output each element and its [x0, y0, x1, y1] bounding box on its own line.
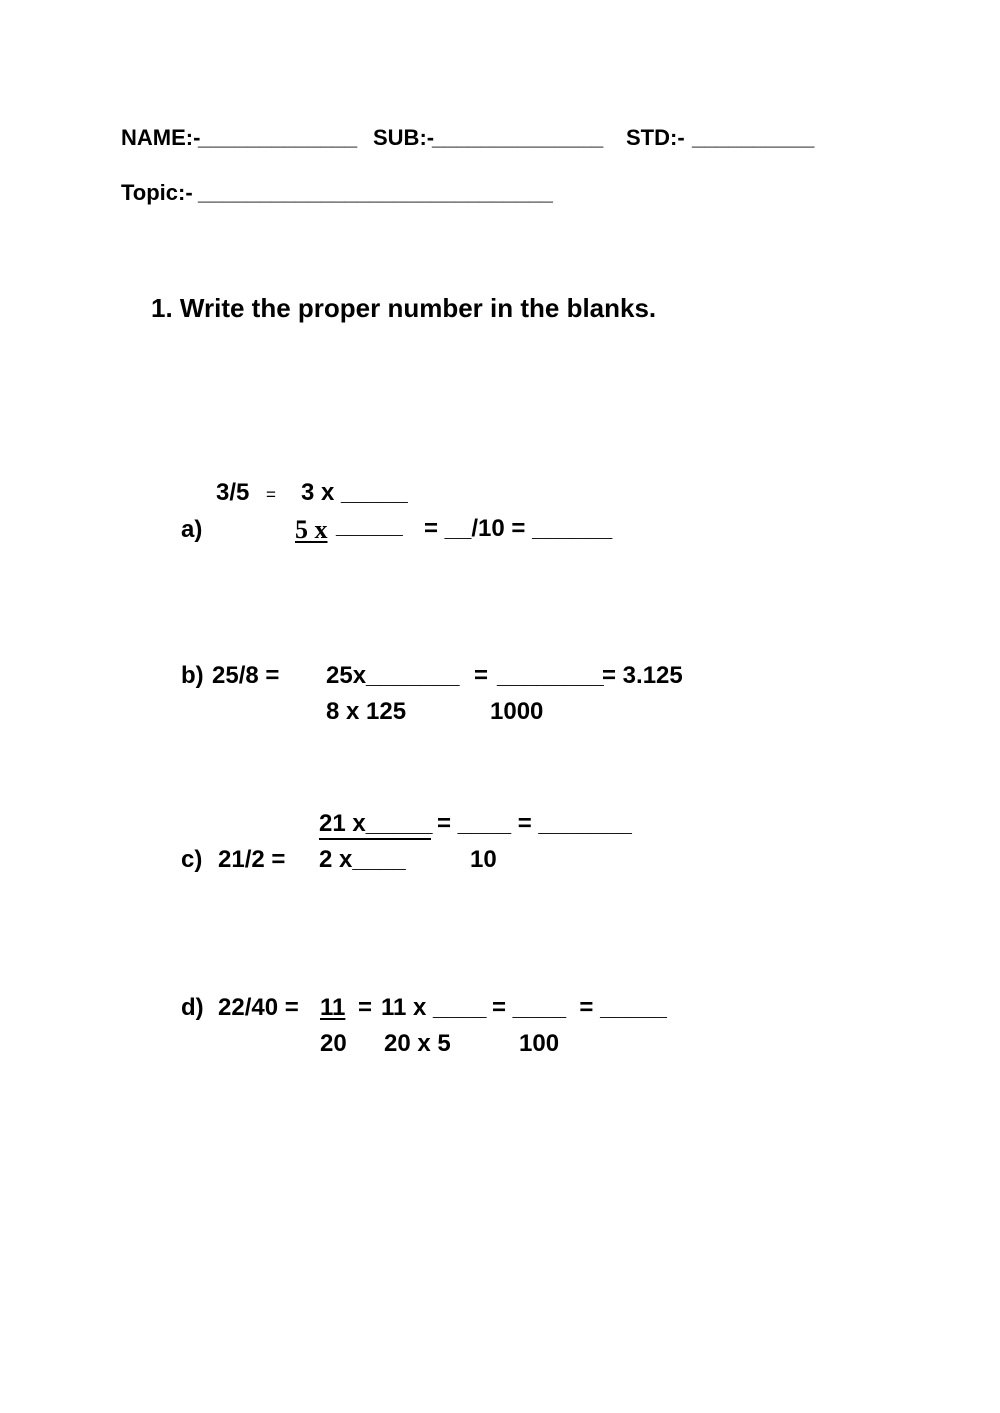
problem-b-mid-blank[interactable]: ________	[497, 662, 604, 689]
problem-a-lhs: 3/5	[216, 479, 250, 506]
problem-c-numerator[interactable]: 21 x_____	[319, 810, 433, 837]
problem-b-denominator: 8 x 125	[326, 698, 407, 725]
problem-c-denominator[interactable]: 2 x____	[319, 846, 406, 873]
topic-label: Topic:-	[121, 180, 193, 205]
problem-b-numerator[interactable]: 25x_______	[326, 662, 460, 689]
name-label: NAME:-	[121, 125, 201, 150]
problem-a-label: a)	[181, 516, 203, 543]
problem-d-frac2-denominator: 20 x 5	[384, 1030, 451, 1057]
sub-blank[interactable]: ______________	[432, 125, 604, 150]
problem-a-lhs-equals: =	[266, 485, 276, 504]
problem-b-result: = 3.125	[602, 662, 683, 689]
problem-c-label: c)	[181, 846, 203, 873]
problem-a-denominator-blank[interactable]: _____	[336, 512, 403, 539]
problem-d-lhs: 22/40 =	[218, 994, 299, 1021]
problem-d-den3: 100	[519, 1030, 560, 1057]
problem-d-frac1-denominator: 20	[320, 1030, 347, 1057]
problem-c-fraction-bar	[319, 838, 431, 840]
std-label: STD:-	[626, 125, 691, 150]
problem-a-numerator[interactable]: 3 x _____	[301, 479, 408, 506]
problem-c-den2: 10	[470, 846, 497, 873]
problem-d-frac1-numerator: 11	[320, 994, 346, 1021]
problem-b-lhs: 25/8 =	[212, 662, 280, 689]
problem-d-frac2-numerator[interactable]: 11 x ____	[381, 994, 487, 1021]
std-blank[interactable]: __________	[692, 125, 815, 150]
problem-b-den2: 1000	[490, 698, 544, 725]
problem-b-label: b)	[181, 662, 204, 689]
problem-d-equals: =	[358, 994, 373, 1021]
topic-blank[interactable]: _____________________________	[198, 180, 553, 205]
problem-a-denominator: 5 x	[295, 515, 328, 544]
name-blank[interactable]: _____________	[198, 125, 358, 150]
problem-d-label: d)	[181, 994, 204, 1021]
problem-d-rest[interactable]: = ____ = _____	[492, 994, 667, 1021]
problem-a-rest[interactable]: = __/10 = ______	[424, 515, 613, 542]
instruction-heading: 1. Write the proper number in the blanks.	[151, 293, 657, 323]
problem-b-equals: =	[474, 662, 489, 689]
sub-label: SUB:-	[373, 125, 435, 150]
problem-c-lhs: 21/2 =	[218, 846, 286, 873]
problem-c-rest[interactable]: = ____ = _______	[437, 810, 632, 837]
